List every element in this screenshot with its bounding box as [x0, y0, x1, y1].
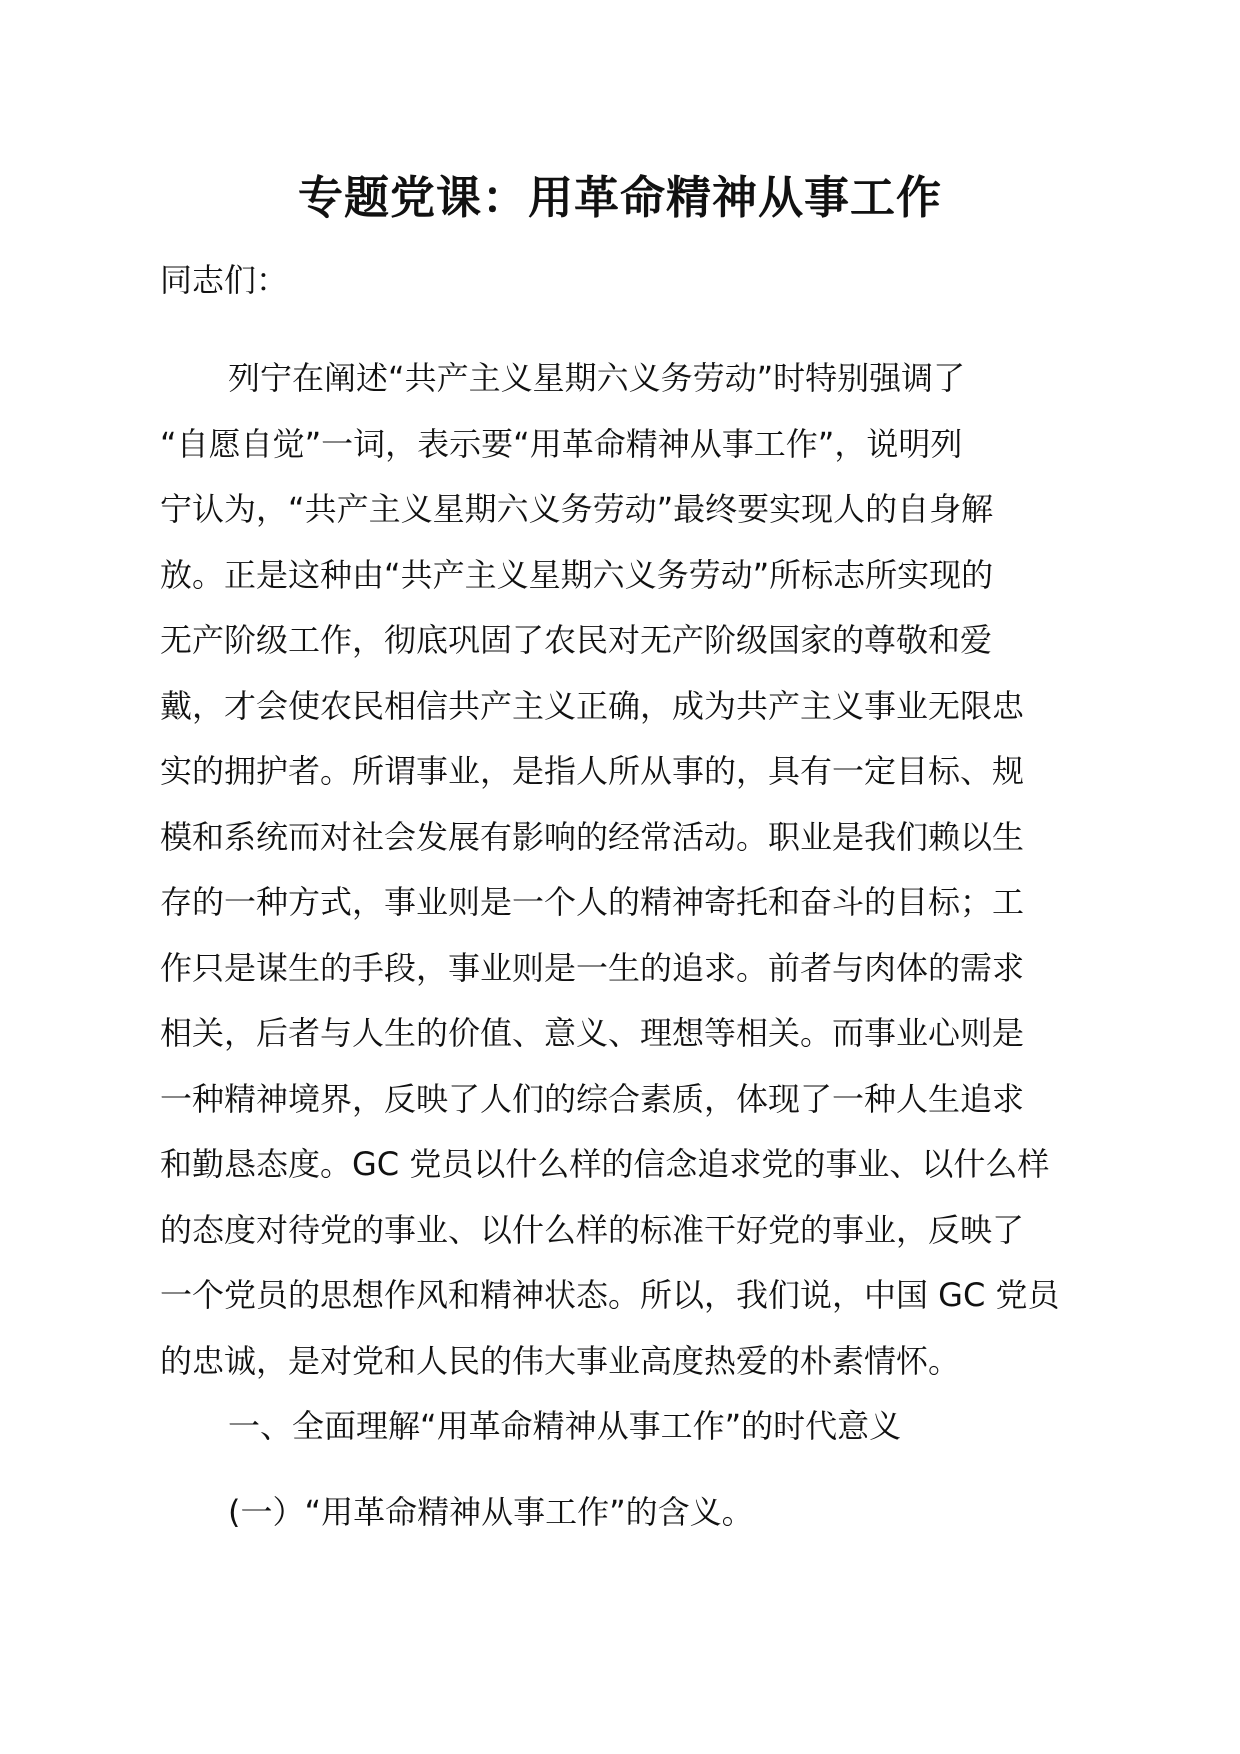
body-paragraph: [160, 346, 1100, 1394]
paragraph-line: 戴，才会使农民相信共产主义正确，成为共产主义事业无限忠: [160, 686, 1025, 725]
salutation: 同志们：: [160, 261, 289, 299]
paragraph-line: 宁认为，“共产主义星期六义务劳动”最终要实现人的自身解: [160, 490, 994, 528]
document-title: 专题党课：用革命精神从事工作: [297, 171, 942, 224]
paragraph-line: 和勤恳态度。GC 党员以什么样的信念追求党的事业、以什么样: [160, 1145, 1050, 1183]
paragraph-line: 相关，后者与人生的价值、意义、理想等相关。而事业心则是: [160, 1014, 1025, 1052]
paragraph-line: 一个党员的思想作风和精神状态。所以，我们说，中国 GC 党员: [160, 1276, 1060, 1314]
section-heading: 一、全面理解“用革命精神从事工作”的时代意义: [228, 1407, 902, 1445]
paragraph-line: 列宁在阐述“共产主义星期六义务劳动”时特别强调了: [228, 359, 966, 397]
paragraph-line: 实的拥护者。所谓事业，是指人所从事的，具有一定目标、规: [160, 752, 1025, 790]
paragraph-line: 放。正是这种由“共产主义星期六义务劳动”所标志所实现的: [160, 555, 994, 594]
subsection-heading: (一）“用革命精神从事工作”的含义。: [228, 1493, 754, 1531]
paragraph-line: 模和系统而对社会发展有影响的经常活动。职业是我们赖以生: [160, 817, 1025, 856]
paragraph-line: 作只是谋生的手段，事业则是一生的追求。前者与肉体的需求: [160, 948, 1025, 987]
paragraph-line: “自愿自觉”一词，表示要“用革命精神从事工作”，说明列: [160, 424, 963, 463]
paragraph-line: 的忠诚，是对党和人民的伟大事业高度热爱的朴素情怀。: [160, 1341, 961, 1380]
paragraph-line: 存的一种方式，事业则是一个人的精神寄托和奋斗的目标；工: [160, 883, 1025, 921]
paragraph-line: 的态度对待党的事业、以什么样的标准干好党的事业，反映了: [160, 1210, 1025, 1249]
paragraph-line: 无产阶级工作，彻底巩固了农民对无产阶级国家的尊敬和爱: [160, 621, 993, 659]
paragraph-line: 一种精神境界，反映了人们的综合素质，体现了一种人生追求: [160, 1079, 1025, 1118]
